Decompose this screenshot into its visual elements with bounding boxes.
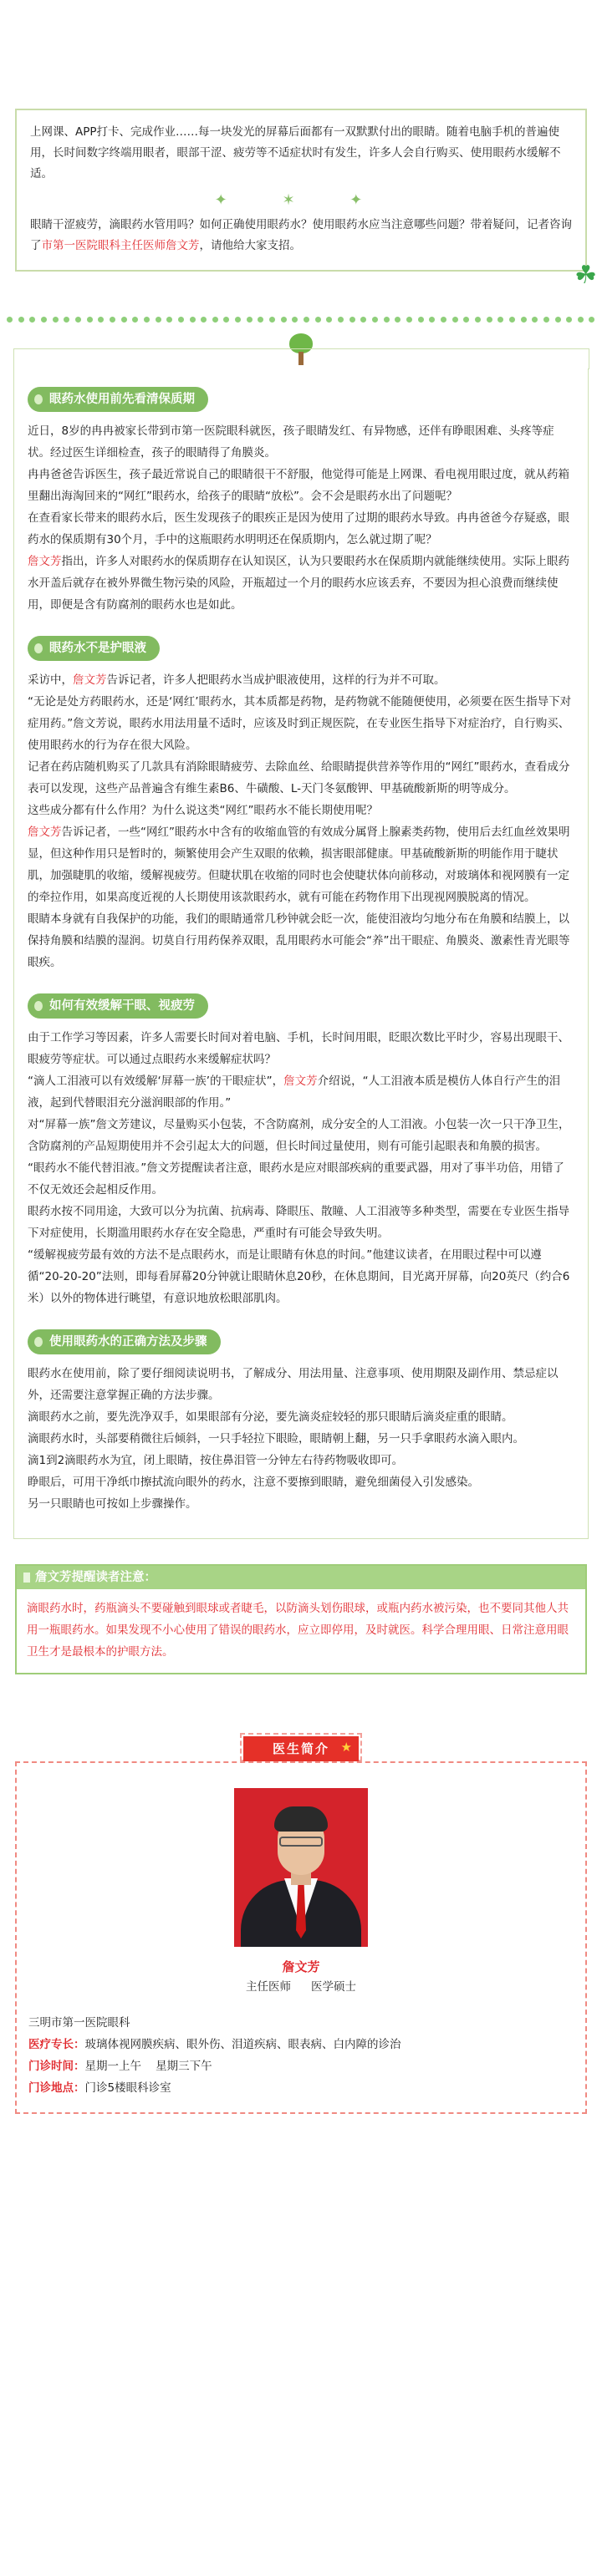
section-paragraph: [23, 669, 579, 691]
divider-dot: [395, 317, 400, 323]
clinic-place-label: 门诊地点：: [28, 2081, 85, 2095]
section-paragraph: [23, 1406, 579, 1428]
intro-paragraph: 上网课、APP打卡、完成作业……每一块发光的屏幕后面都有一双默默付出的眼睛。随着电脑手机的普遍使用，长时间数字终端用眼者，眼部干涩、疲劳等不适症状时有发生，许多人会自行购买、使用眼药水缓解不适。: [30, 125, 561, 180]
section-paragraph: [23, 1428, 579, 1450]
doctor-name-highlight: 詹文芳: [73, 673, 107, 687]
doctor-name-highlight: 詹文芳: [28, 555, 62, 568]
paragraph-text: 滴眼药水之前，要先洗净双手，如果眼部有分泌，要先滴炎症较轻的那只眼睛后滴炎症重的眼睛。: [28, 1410, 513, 1424]
divider-dot: [292, 317, 298, 323]
section-paragraph: [23, 420, 579, 464]
section-paragraph: [23, 1493, 579, 1515]
clinic-time-value: 星期一上午 星期三下午: [84, 2060, 212, 2073]
divider-dot: [98, 317, 104, 323]
clinic-time-label: 门诊时间：: [28, 2060, 85, 2073]
divider-dot: [338, 317, 344, 323]
main-content-box: [13, 368, 589, 1539]
paragraph-text: 眼药水在使用前，除了要仔细阅读说明书，了解成分、用法用量、注意事项、使用期限及副作用、禁忌症以外，还需要注意掌握正确的方法步骤。: [28, 1367, 559, 1402]
section-paragraph: [23, 1201, 579, 1244]
divider-dot: [463, 317, 469, 323]
doctor-title-1: 主任医师: [246, 1980, 291, 1994]
paragraph-text: 睁眼后，可用干净纸巾擦拭流向眼外的药水，注意不要擦到眼睛，避免细菌侵入引发感染。: [28, 1476, 479, 1489]
divider-dot: [7, 317, 13, 323]
doctor-clinic-time: [28, 2055, 574, 2077]
divider-dot: [304, 317, 309, 323]
section-paragraph: [23, 1114, 579, 1157]
doctor-title-2: 医学硕士: [311, 1980, 356, 1994]
paragraph-text: 由于工作学习等因素，许多人需要长时间对着电脑、手机，长时间用眼，眨眼次数比平时少，容易出现眼干、眼疲劳等症状。可以通过点眼药水来缓解症状吗？: [28, 1031, 569, 1066]
section-paragraph: [23, 821, 579, 908]
divider-dot: [418, 317, 424, 323]
divider-dot: [360, 317, 366, 323]
doctor-name-highlight: 詹文芳: [283, 1075, 318, 1088]
paragraph-lead: “滴人工泪液可以有效缓解‘屏幕一族’的干眼症状”，: [28, 1075, 284, 1088]
paragraph-text: 指出，许多人对眼药水的保质期存在认知误区，认为只要眼药水在保质期内就能继续使用。实际上眼药水开盖后就存在被外界微生物污染的风险，开瓶超过一个月的眼药水应该丢弃，不要因为担心浪费而继续使用，即便是含有防腐剂的眼药水也是如此。: [28, 555, 569, 612]
doctor-titles: [28, 1977, 574, 1997]
paragraph-text: 告诉记者，许多人把眼药水当成护眼液使用，这样的行为并不可取。: [106, 673, 446, 687]
section-paragraph: [23, 464, 579, 507]
intro-question: [30, 215, 572, 257]
divider-dot: [29, 317, 35, 323]
paragraph-text: “无论是处方药眼药水，还是‘网红’眼药水，其本质都是药物，是药物就不能随便使用，必须要在医生指导下对症用药。”詹文芳说，眼药水用法用量不适时，应该及时到正规医院，在专业医生指导下对症治疗，自行购买、使用眼药水的行为存在很大风险。: [28, 695, 572, 752]
divider-dot: [372, 317, 378, 323]
doctor-highlight: 市第一医院眼科主任医师詹文芳: [41, 239, 200, 252]
doctor-intro-label: 医生简介: [243, 1736, 359, 1761]
divider-dot: [475, 317, 481, 323]
divider-dot: [121, 317, 127, 323]
divider-dot: [269, 317, 275, 323]
divider-dot: [487, 317, 492, 323]
divider-dot: [281, 317, 287, 323]
paragraph-text: “眼药水不能代替泪液。”詹文芳提醒读者注意，眼药水是应对眼部疾病的重要武器，用对了事半功倍，用错了不仅无效还会起相反作用。: [28, 1161, 564, 1197]
divider-dot: [53, 317, 59, 323]
section-paragraph: [23, 691, 579, 756]
paragraph-text: 另一只眼睛也可按如上步骤操作。: [28, 1497, 197, 1511]
divider-dot: [166, 317, 172, 323]
divider-dot: [452, 317, 458, 323]
divider-dot: [190, 317, 196, 323]
intro-question-end: ，请他给大家支招。: [199, 239, 301, 252]
divider-dot: [384, 317, 390, 323]
section-paragraph: [23, 800, 579, 821]
divider-dot: [258, 317, 263, 323]
divider-dot: [87, 317, 93, 323]
divider-dot: [223, 317, 229, 323]
doctor-intro-tag: [240, 1733, 362, 1761]
divider-dot: [406, 317, 412, 323]
divider-dot: [132, 317, 138, 323]
section-paragraph: [23, 1363, 579, 1406]
paragraph-text: 滴1到2滴眼药水为宜，闭上眼睛，按住鼻泪管一分钟左右待药物吸收即可。: [28, 1454, 404, 1467]
article-page: [0, 109, 602, 2147]
paragraph-text: 在查看家长带来的眼药水后，医生发现孩子的眼疾正是因为使用了过期的眼药水导致。冉冉爸爸今存疑惑，眼药水的保质期有30个月，手中的这瓶眼药水明明还在保质期内，怎么就过期了呢？: [28, 511, 569, 546]
intro-question-text: 眼睛干涩疲劳，滴眼药水管用吗？如何正确使用眼药水？使用眼药水应当注意哪些问题？带着疑问，记者咨询了: [30, 218, 572, 252]
paragraph-text: 对“屏幕一族”詹文芳建议，尽量购买小包装，不含防腐剂，成分安全的人工泪液。小包装一次一只干净卫生，含防腐剂的产品短期使用并不会引起太大的问题，但长时间过量使用，则有可能引起眼表和角膜的损害。: [28, 1118, 570, 1153]
divider-dot: [18, 317, 24, 323]
divider-dot: [326, 317, 332, 323]
doctor-hospital: 三明市第一医院眼科: [28, 2016, 130, 2030]
divider-dot: [178, 317, 184, 323]
divider-dot: [315, 317, 321, 323]
section-title: 使用眼药水的正确方法及步骤: [28, 1329, 221, 1354]
paragraph-text: 记者在药店随机购买了几款具有消除眼睛疲劳、去除血丝、给眼睛提供营养等作用的“网红”眼药水，查看成分表可以发现，这些产品普遍含有维生素B6、牛磺酸、L-天门冬氨酸钾、甲基硫酸新斯的明等成分。: [28, 760, 570, 795]
paragraph-text: 介绍说，“人工泪液本质是模仿人体自行产生的泪液，起到代替眼泪充分滋润眼部的作用。”: [28, 1075, 561, 1110]
paragraph-text: 这些成分都有什么作用？为什么说这类“网红”眼药水不能长期使用呢？: [28, 804, 378, 817]
paragraph-text: 近日，8岁的冉冉被家长带到市第一医院眼科就医，孩子眼睛发红、有异物感，还伴有睁眼困难、头疼等症状。经过医生详细检查，孩子的眼睛得了角膜炎。: [28, 424, 554, 460]
divider-dot: [212, 317, 218, 323]
bottom-spacer: [0, 2114, 602, 2147]
divider-dot: [64, 317, 69, 323]
section-title: 眼药水使用前先看清保质期: [28, 387, 208, 412]
divider-dot: [156, 317, 161, 323]
dotted-divider: [0, 317, 602, 323]
doctor-name-highlight: 詹文芳: [28, 826, 62, 839]
divider-dot: [521, 317, 527, 323]
clinic-place-value: 门诊5楼眼科诊室: [84, 2081, 171, 2095]
section-paragraph: [23, 756, 579, 800]
divider-dot: [235, 317, 241, 323]
paragraph-text: 眼睛本身就有自我保护的功能，我们的眼睛通常几秒钟就会眨一次，能使泪液均匀地分布在角膜和结膜上，以保持角膜和结膜的湿润。切莫自行用药保养双眼，乱用眼药水可能会“养”出干眼症、角膜炎、激素性青光眼等眼疾。: [28, 912, 570, 969]
paragraph-text: 冉冉爸爸告诉医生，孩子最近常说自己的眼睛很干不舒服，他觉得可能是上网课、看电视用眼过度，就从药箱里翻出海淘回来的“网红”眼药水，给孩子的眼睛“放松”。会不会是眼药水出了问题呢？: [28, 468, 569, 503]
divider-dot: [144, 317, 150, 323]
doctor-specialty: [28, 2034, 574, 2055]
section-title: 眼药水不是护眼液: [28, 636, 160, 661]
section-paragraph: [23, 1157, 579, 1201]
paragraph-text: 告诉记者，一些“网红”眼药水中含有的收缩血管的有效成分属肾上腺素类药物，使用后去红血丝效果明显，但这种作用只是暂时的，频繁使用会产生双眼的依赖，损害眼部健康。甲基硫酸新斯的明能作用于睫状肌，加强睫肌的收缩，缓解视疲劳。但睫状肌在收缩的同时也会使睫状体向前移动，对玻璃体和视网膜有一定的牵拉作用，如果高度近视的人长期使用该款眼药水，就有可能在药物作用下出现视网膜脱离的情况。: [28, 826, 570, 904]
doctor-name: 詹文芳: [282, 1959, 320, 1974]
reminder-body: 滴眼药水时，药瓶滴头不要碰触到眼球或者睫毛，以防滴头划伤眼球，或瓶内药水被污染，也不要同其他人共用一瓶眼药水。如果发现不小心使用了错误的眼药水，应立即停用，及时就医。科学合理用眼、日常注意用眼卫生才是最根本的护眼方法。: [27, 1602, 569, 1659]
section-paragraph: [23, 1027, 579, 1070]
divider-dot: [589, 317, 594, 323]
doctor-photo: [234, 1788, 368, 1947]
divider-dot: [555, 317, 561, 323]
section-title: 如何有效缓解干眼、视疲劳: [28, 993, 208, 1019]
divider-dot: [532, 317, 538, 323]
divider-dot: [566, 317, 572, 323]
doctor-card: [15, 1761, 587, 2114]
section-paragraph: [23, 507, 579, 551]
reminder-heading: 詹文芳提醒读者注意：: [17, 1566, 585, 1589]
clover-icon: ☘: [574, 261, 597, 290]
divider-dot: [543, 317, 549, 323]
divider-dot: [441, 317, 446, 323]
divider-dot: [41, 317, 47, 323]
section-paragraph: [23, 1450, 579, 1471]
paragraph-text: 滴眼药水时，头部要稍微往后倾斜，一只手轻拉下眼睑，眼睛朝上翻，另一只手拿眼药水滴入眼内。: [28, 1432, 524, 1446]
divider-dot: [578, 317, 584, 323]
divider-dot: [429, 317, 435, 323]
star-icon: ★: [340, 1740, 352, 1755]
doctor-clinic-place: [28, 2077, 574, 2099]
sparkle-divider-icon: ✦ ✶ ✦: [214, 191, 388, 209]
paragraph-lead: 采访中，: [28, 673, 73, 687]
reminder-box: [15, 1564, 587, 1674]
specialty-value: 玻璃体视网膜疾病、眼外伤、泪道疾病、眼表病、白内障的诊治: [84, 2038, 401, 2051]
divider-dot: [349, 317, 355, 323]
divider-dot: [497, 317, 503, 323]
paragraph-text: 眼药水按不同用途，大致可以分为抗菌、抗病毒、降眼压、散瞳、人工泪液等多种类型，需要在专业医生指导下对症使用，长期滥用眼药水存在安全隐患，严重时有可能会导致失明。: [28, 1205, 569, 1240]
section-paragraph: [23, 1471, 579, 1493]
section-paragraph: [23, 908, 579, 973]
divider-dot: [247, 317, 253, 323]
divider-dot: [110, 317, 115, 323]
divider-dot: [509, 317, 515, 323]
divider-dot: [201, 317, 207, 323]
divider-dot: [75, 317, 81, 323]
section-paragraph: [23, 1070, 579, 1114]
paragraph-text: “缓解视疲劳最有效的方法不是点眼药水，而是让眼睛有休息的时间。”他建议读者，在用眼过程中可以遵循“20-20-20”法则，即每看屏幕20分钟就让眼睛休息20秒，在休息期间，目光离开屏幕，向20英尺（约合6米）以外的物体进行眺望，有意识地放松眼部肌肉。: [28, 1248, 570, 1305]
intro-box: [15, 109, 597, 290]
section-paragraph: [23, 1244, 579, 1309]
specialty-label: 医疗专长：: [28, 2038, 85, 2051]
section-paragraph: [23, 551, 579, 616]
